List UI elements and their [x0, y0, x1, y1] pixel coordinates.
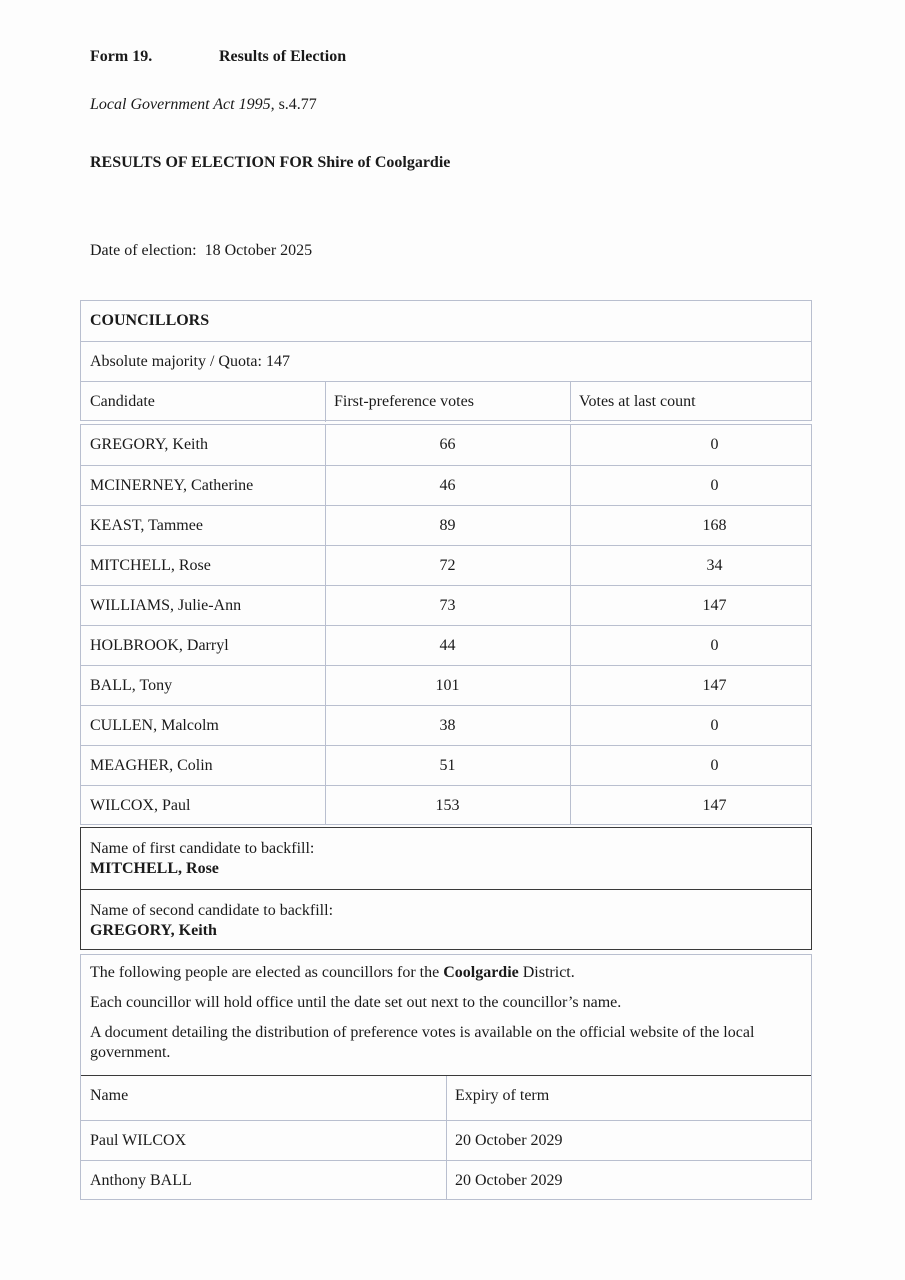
last-count-votes: 0 [710, 717, 719, 734]
first-preference-votes: 44 [439, 637, 456, 654]
date-value: 18 October 2025 [204, 242, 313, 259]
form-header [90, 48, 347, 66]
last-count-votes: 0 [710, 436, 719, 453]
elected-statement [90, 963, 791, 1063]
elected-name: Anthony BALL [90, 1172, 192, 1189]
column-header-last-count: Votes at last count [579, 393, 696, 410]
first-preference-votes: 66 [439, 436, 456, 453]
expiry-table [81, 1075, 811, 1199]
act-reference [90, 96, 317, 114]
expiry-date: 20 October 2029 [455, 1172, 563, 1189]
first-preference-votes: 46 [439, 477, 456, 494]
backfill-box [80, 827, 812, 950]
councillors-heading: COUNCILLORS [90, 312, 210, 329]
results-heading [90, 154, 450, 172]
column-header-first-preference: First-preference votes [334, 393, 474, 410]
table-row [81, 585, 811, 626]
column-header-candidate: Candidate [90, 393, 155, 410]
table-row [81, 625, 811, 666]
candidate-name: HOLBROOK, Darryl [90, 637, 229, 654]
councillors-header-box [80, 300, 812, 421]
first-preference-votes: 72 [439, 557, 456, 574]
second-backfill [81, 889, 811, 950]
first-backfill-name: MITCHELL, Rose [90, 860, 219, 877]
candidate-name: MEAGHER, Colin [90, 757, 213, 774]
column-header-row [81, 381, 811, 422]
first-preference-votes: 51 [439, 757, 456, 774]
quota-row [81, 341, 811, 382]
last-count-votes: 147 [702, 597, 727, 614]
first-preference-votes: 38 [439, 717, 456, 734]
first-preference-votes: 89 [439, 517, 456, 534]
form-number: Form 19. [90, 48, 153, 65]
elected-box [80, 954, 812, 1200]
election-date [90, 242, 312, 260]
expiry-date: 20 October 2029 [455, 1132, 563, 1149]
column-header-name: Name [90, 1087, 129, 1104]
candidate-name: CULLEN, Malcolm [90, 717, 219, 734]
last-count-votes: 0 [710, 757, 719, 774]
act-name: Local Government Act 1995, [90, 96, 275, 113]
elected-line-2: Each councillor will hold office until the date set out next to the councillor’s name. [90, 994, 622, 1011]
candidate-name: BALL, Tony [90, 677, 173, 694]
table-row [81, 505, 811, 546]
last-count-votes: 168 [702, 517, 727, 534]
quota-label: Absolute majority / Quota: [90, 353, 262, 370]
elected-line-1-suffix: District. [518, 964, 575, 981]
elected-line-1 [90, 963, 791, 983]
last-count-votes: 147 [702, 677, 727, 694]
table-row [81, 465, 811, 506]
results-heading-shire: Shire of Coolgardie [317, 154, 451, 171]
elected-name: Paul WILCOX [90, 1132, 187, 1149]
table-row [81, 665, 811, 706]
candidate-name: MCINERNEY, Catherine [90, 477, 254, 494]
table-row [81, 785, 811, 826]
elected-line-1-prefix: The following people are elected as councillors for the [90, 964, 444, 981]
first-preference-votes: 101 [435, 677, 460, 694]
candidate-name: WILCOX, Paul [90, 797, 191, 814]
last-count-votes: 0 [710, 637, 719, 654]
quota-value: 147 [265, 353, 290, 370]
act-section: s.4.77 [278, 96, 317, 113]
date-label: Date of election: [90, 242, 197, 259]
table-row [81, 425, 811, 465]
last-count-votes: 147 [702, 797, 727, 814]
elected-district: Coolgardie [443, 964, 519, 981]
table-row [81, 745, 811, 786]
table-row [81, 1120, 811, 1161]
results-heading-prefix: RESULTS OF ELECTION FOR [90, 154, 318, 171]
first-backfill [81, 828, 811, 889]
elected-line-3: A document detailing the distribution of preference votes is available on the official website of the local government. [90, 1024, 755, 1061]
first-backfill-label: Name of first candidate to backfill: [90, 840, 315, 857]
second-backfill-label: Name of second candidate to backfill: [90, 902, 334, 919]
candidates-table [80, 424, 812, 825]
table-row [81, 545, 811, 586]
candidate-name: KEAST, Tammee [90, 517, 203, 534]
first-preference-votes: 73 [439, 597, 456, 614]
column-header-expiry: Expiry of term [455, 1087, 550, 1104]
table-row [81, 705, 811, 746]
last-count-votes: 0 [710, 477, 719, 494]
table-row [81, 1160, 811, 1201]
form-title: Results of Election [219, 48, 347, 65]
last-count-votes: 34 [706, 557, 723, 574]
second-backfill-name: GREGORY, Keith [90, 922, 217, 939]
expiry-header-row [81, 1076, 811, 1116]
first-preference-votes: 153 [435, 797, 460, 814]
candidate-name: WILLIAMS, Julie-Ann [90, 597, 242, 614]
candidate-name: MITCHELL, Rose [90, 557, 211, 574]
candidate-name: GREGORY, Keith [90, 436, 208, 453]
